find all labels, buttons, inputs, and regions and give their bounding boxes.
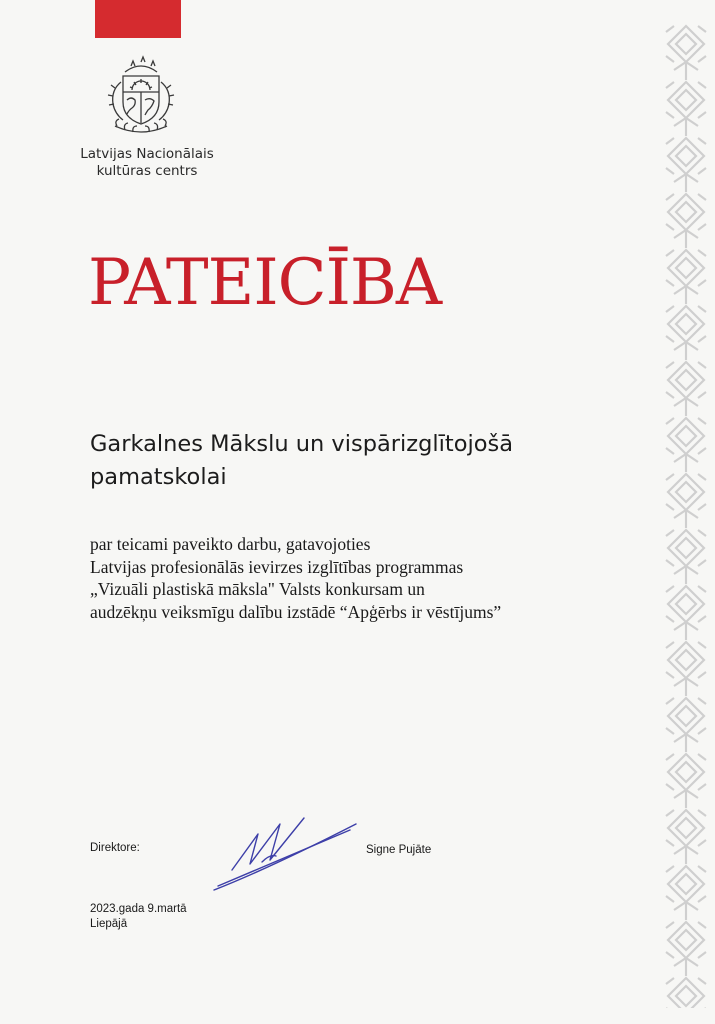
date-and-place (90, 902, 187, 932)
acknowledgement-line1: par teicami paveikto darbu, gatavojoties (90, 534, 371, 554)
issue-place: Liepājā (90, 918, 128, 930)
red-corner-tab (95, 0, 181, 38)
handwritten-signature (210, 812, 360, 894)
acknowledgement-line4: audzēkņu veiksmīgu dalību izstādē “Apģērbs ir vēstījums” (90, 601, 502, 622)
recipient-line1: Garkalnes Mākslu un vispārizglītojošā (90, 431, 513, 457)
acknowledgement-line3: „Vizuāli plastiskā māksla" Valsts konkursam un (90, 579, 425, 599)
acknowledgement-line2: Latvijas profesionālās ievirzes izglītības programmas (90, 556, 464, 577)
certificate-title: PATEICĪBA (88, 246, 442, 320)
organization-name-line2: kultūras centrs (96, 163, 198, 179)
organization-name (72, 146, 222, 180)
signer-name: Signe Pujāte (366, 844, 432, 856)
coat-of-arms-icon (95, 52, 187, 142)
folk-pattern-border (664, 24, 708, 1008)
recipient-name (90, 428, 650, 494)
issue-date: 2023.gada 9.martā (90, 903, 187, 915)
acknowledgement-text (90, 533, 610, 623)
signer-role-label: Direktore: (90, 842, 140, 854)
organization-name-line1: Latvijas Nacionālais (80, 146, 214, 162)
recipient-line2: pamatskolai (90, 464, 227, 490)
